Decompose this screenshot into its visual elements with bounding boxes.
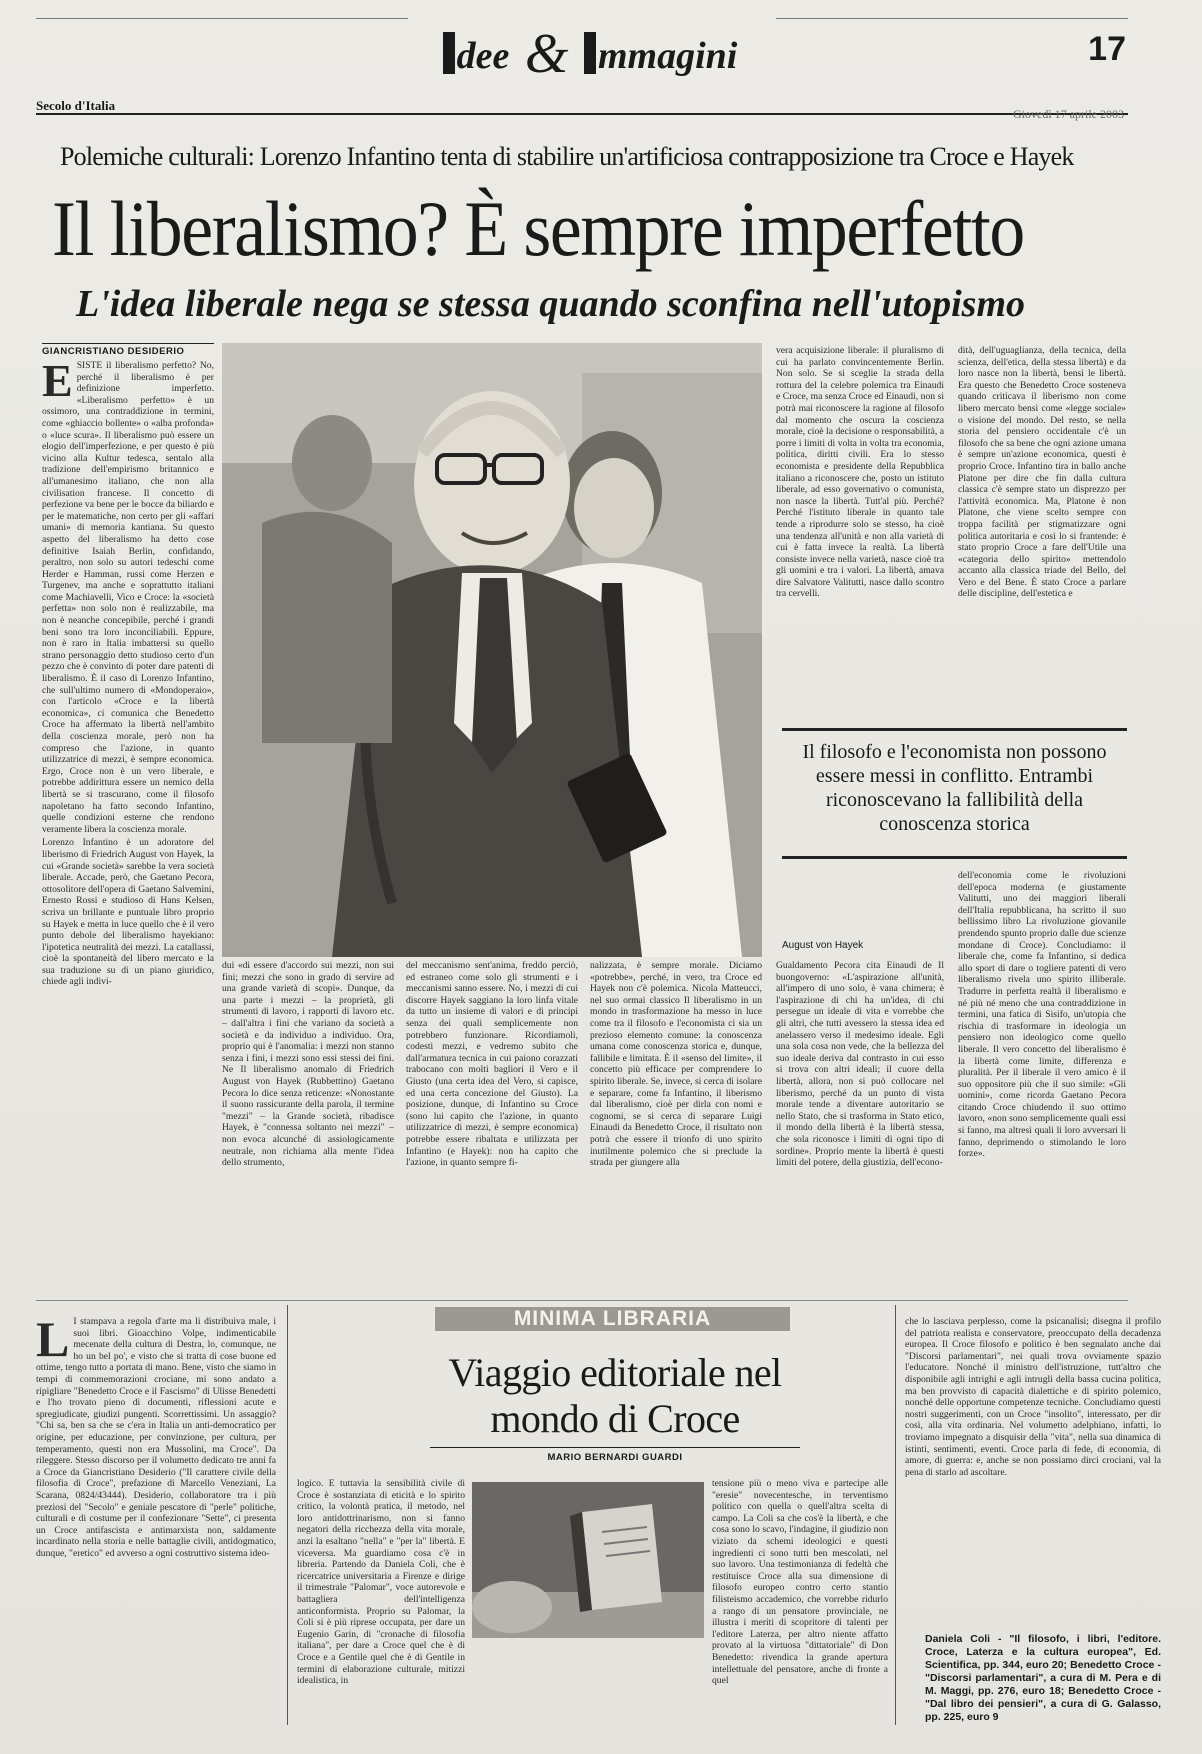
article-column-6-bottom: [958, 870, 1126, 1295]
section-ampersand: &: [524, 23, 569, 85]
book-credits: Daniela Coli - "Il filosofo, i libri, l'editore. Croce, Laterza e la cultura europea", Ed. Scientifica, pp. 344, euro 20; Benedetto Croce - "Discorsi parlamentari", a cura di M. Pera e di M. Maggi, pp. 276, euro 18; Benedetto Croce - "Dal libro dei pensieri", a cura di G. Galasso, pp. 225, euro 9: [925, 1633, 1161, 1723]
box-border-left: [287, 1305, 288, 1725]
article-column-4: [590, 960, 762, 1295]
article-column-3: [406, 960, 578, 1295]
photo-caption: August von Hayek: [782, 940, 864, 951]
minima-libraria-title: Viaggio editoriale nel mondo di Croce: [448, 1350, 782, 1441]
paper-name: Secolo d'Italia: [36, 98, 116, 113]
article-byline: GIANCRISTIANO DESIDERIO: [42, 346, 185, 357]
minima-libraria-label: MINIMA LIBRARIA: [435, 1307, 790, 1331]
box-col1-text: I stampava a regola d'arte ma li distribuiva male, i suoi libri. Gioacchino Volpe, indimenticabile mecenate della cultura di Destra, lo, comunque, ne ho un bel po', e visto che si tratta di cose buone ed ottime, tengo tutto a portata di mano. Bene, visto che siamo in tempi di commemorazioni crociane, mi sono andato a ripigliare "Benedetto Croce e il Fascismo" di Ulisse Benedetti e l'ho trovato pieno di documenti, riflessioni acute e spregiudicate, giudizi pungenti. Scorrettissimi. Un assaggio? "Chi sa, ben sa che se c'era in Italia un anti-democratico per origine, per educazione, per convinzione, per cultura, per temperamento, questi non era Mussolini, ma Croce". Da rileggere. Stesso discorso per il volumetto dedicato tre anni fa a Croce da Giancristiano Desiderio ("Il carattere civile della filosofia di Croce", prefazione di Marcello Veneziani, La Scarana, 0824/43444). Desiderio, collaboratore tra i più preziosi del "Secolo" e geniale pescatore di "perle" politiche, culturali e di costume per il confezionare "Sette", ci presenta un Croce antifascista e antimarxista non, saldamente incardinato nella storia e nelle battaglie civili, antidogmatico, dunque, "eretico" ed avverso a ogni costruttivo sistema ideo-: [36, 1316, 276, 1559]
box-border-right: [895, 1305, 896, 1725]
box-column-1: [36, 1316, 276, 1726]
box-column-4: [905, 1316, 1161, 1628]
header-rule: [36, 113, 1128, 115]
header-rule-top: [36, 18, 408, 19]
article-dropcap: E: [42, 360, 73, 406]
article-col3-text: del meccanismo sent'anima, freddo perciò, ed estraneo come solo gli strumenti e i meccanismi sanno essere. No, i mezzi di cui discorre Hayek saggiano la loro linfa vitale da tutto un insieme di valori e di principi senza dei quali semplicemente non potrebbero funzionare. Ricordiamoli, codesti mezzi, e vedremo subito che dall'armatura tecnica in cui paiono corazzati trabocano con molti bagliori il Vero e il Giusto (una certa idea del Vero, si capisce, ed una certa concezione del Giusto). La posizione, dunque, di Infantino su Croce (sono lui capito che l'azione, in quanto utilizzatrice di mezzi, è sempre economica) potrebbe essere ribaltata e utilizzata per Infantino (e Hayek): non ha capito che l'azione, in quanto sempre fi-: [406, 960, 578, 1169]
box-column-2-text: [297, 1478, 465, 1724]
section-initial-i2: [584, 32, 596, 74]
article-col5-bottom-text: Gualdamento Pecora cita Einaudi de Il buongoverno: «L'aspirazione all'unità, all'impero di uno solo, è vana chimera; è l'aspirazione di chi ha un'idea, di chi persegue un ideale di vita e vorrebbe che gli altri, che tutti avessero la stessa idea ed anelassero verso il medesimo ideale. Egli una sola cosa non vede, che la bellezza del suo ideale deriva dal contrasto in cui esso si trova con altri ideali; il cuore della libertà, allora, non si può collocare nel liberismo, perché da un punto di vista morale tende a diventare autoritario se nello Stato, che si trasforma in Stato etico, il mondo della libertà è la libertà stessa, che sola riconosce i limiti di ogni tipo di sordine». Proprio mente la libertà è questi limiti del potere, della giustizia, dell'econo-: [776, 960, 944, 1169]
issue-date: Giovedì 17 aprile 2003: [1013, 107, 1124, 121]
box-dropcap: L: [36, 1316, 70, 1367]
article-col6-bottom-text: dell'economia come le rivoluzioni dell'epoca moderna (e giustamente Valitutti, uno dei maggiori liberali dell'Italia repubblicana, ha scritto il suo bellissimo libro La rivoluzione giovanile prendendo spunto proprio dalle due scienze mondane di Croce). Concludiamo: il liberale che, come fa Infantino, si dedica allo sport di dare o togliere patenti di vero liberalismo rivela uno spirito illiberale. Tradurre in perfetta realtà il liberalismo e né più né meno che una contraddizione in termini, una fatica di Sisifo, un'utopia che rischia di trasformare in ideologia un pensiero non ideologico come quello liberale. Il vero concetto del liberalismo è la libertà come limite, differenza e pluralità. Per il liberale il vero amico è il suo oppositore più che il suo simile: «Gli uomini», come ricorda Gaetano Pecora citando Croce chiudendo il suo ottimo lavoro, «non sono semplicemente quali essi si fanno, ma altresì quali li loro avversari li fanno, deprimendo o stimolando le loro forze».: [958, 870, 1126, 1160]
section-title-first: dee: [456, 35, 510, 77]
header-rule-top-right: [776, 18, 1128, 19]
minima-libraria-byline: MARIO BERNARDI GUARDI: [547, 1452, 683, 1463]
article-column-2: [222, 960, 394, 1295]
box-col2-text: logico. E tuttavia la sensibilità civile di Croce è sostanziata di eticità e lo spirito critico, la volontà pratica, il metodo, nel loro antidottrinarismo, non si fanno negatori della ricchezza della vita morale, anzi la esaltano "nella" e "per la" libertà. E viceversa. Ma guardiamo cosa c'è in libreria. Partendo da Daniela Coli, che è ricercatrice universitaria a Firenze e dirige il trimestrale "Palomar", voce autorevole e battagliera dell'intelligenza anticonformista. Proprio su Palomar, la Coli si è più riprese occupata, per dare un Eugenio Garin, di "cronache di filosofia italiana", per dare a Croce quel che è di Croce e a Gentile quel che è di Gentile in termini di elaborazione culturale, mitizzi idealistica, in: [297, 1478, 465, 1687]
box-col3-text: tensione più o meno viva e partecipe alle "eresie" novecentesche, in terventismo politico con quella o quell'altra scelta di campo. La Coli sa che cos'è la libertà, e che cosa sono lo scavo, l'indagine, il giudizio non viziato da schemi ideologici e questi ingredienti ci sono tutti ben mescolati, nel suo lavoro. Una testimonianza di fedeltà che restituisce Croce alla sua dimensione di filosofo europeo contro certo stantio filisteismo accademico, che vorrebbe ridurlo a rango di un pensatore provinciale, ne illustra i meriti di scopritore di talenti per l'editore Laterza, per altro niente affatto provato al la virtuosa "dittatoriale" di Don Benedetto: rivendica la grande apertura intellettuale del pensatore, anche di fronte a quel: [712, 1478, 888, 1687]
article-col4-text: nalizzata, è sempre morale. Diciamo «potrebbe», perché, in vero, tra Croce ed Hayek non c'è polemica. Nicola Matteucci, nel suo ormai classico Il liberalismo in un mondo in trasformazione ha messo in luce come tra il filosofo e l'economista ci sia un prezioso elemento comune: la conoscenza umana come conoscenza storica e, dunque, fallibile e limitata. È il «senso del limite», il concetto più efficace per comprendere lo spirito liberale. Se, invece, si cerca di isolare e separare, come fa Infantino, il liberismo dal liberalismo, cioè per dirla con nomi e cognomi, se si cerca di separare Luigi Einaudi da Benedetto Croce, il risultato non potrà che essere il trionfo di uno spirito inutilmente polemico che si preclude la strada per giungere alla: [590, 960, 762, 1169]
article-column-1: [42, 360, 214, 1295]
section-title-second: mmagini: [597, 35, 738, 77]
section-divider: [36, 1300, 1128, 1301]
article-col1-top: SISTE il liberalismo perfetto? No, perché il liberalismo è per definizione imperfetto. «Liberalismo perfetto» è un ossimoro, una contraddizione in termini, come «ghiaccio bollente» o «alba profonda» o «luce scura». Il liberalismo può essere un elogio dell'imperfezione, e per questo è più vicino alla Kultur tedesca, sentalo alla tradizione dell'empirismo britannico e all'umanesimo italiano, che non alla civilisation francese. Il concetto di perfezione va bene per le bocce da biliardo e per le matematiche, non certo per gli «affari umani» di memoria kantiana. Su questo aspetto del liberalismo ha detto cose definitive Isaiah Berlin, confidando, peraltro, non solo su autori tedeschi come Herder e Hamman, russi come Herzen e Turgenev, ma anche e soprattutto italiani come Machiavelli, Vico e Croce: la «società perfetta» non solo non è realizzabile, ma non è neanche concepibile, perché i grandi beni sono tra loro inconciliabili. Eppure, non è raro in Italia imbattersi su quello strano personaggio detto studioso certo d'un pezzo che è convinto di poter dare patenti di liberalismo. È il caso di Lorenzo Infantino, che sull'ultimo numero di «Mondoperaio», con l'articolo «Croce e la libertà economica», ci comunica che Benedetto Croce ha affermato la libertà nell'ambito della coscienza morale, però non ha compreso che l'azione, in quanto utilizzatrice di mezzi, è sempre economica. Ergo, Croce non è un vero liberale, e potrebbe addirittura essere un nemico della libertà se si trascurano, come il filosofo napoletano ha fatto secondo Infantino, quelle condizioni esterne che rendono veramente libera la coscienza morale.: [42, 360, 214, 835]
article-col1-bottom: Lorenzo Infantino è un adoratore del liberismo di Friedrich August von Hayek, la cui «Grande società» sarebbe la vera società liberale. Accade, però, che Gaetano Pecora, ottosolitore dell'opera di Gaetano Salvemini, Ernesto Rossi e studioso di Hans Kelsen, scriva un brillante e puntuale libro proprio su Hayek e metta in luce quello che è il vero punto debole del liberalismo hayekiano: l'ipotetica neutralità dei mezzi. La catallassi, cioè la spontaneità del libero mercato e la sua traduzione su di un piano giuridico, chiede agli indivi-: [42, 837, 214, 988]
pullquote-rule-top: [782, 728, 1127, 731]
pullquote-rule-bottom: [782, 856, 1127, 859]
box-column-3-text: [712, 1478, 888, 1724]
book-photo: [472, 1482, 704, 1638]
section-masthead: [410, 18, 770, 100]
article-kicker: Polemiche culturali: Lorenzo Infantino tenta di stabilire un'artificiosa contrapposizione tra Croce e Hayek: [60, 142, 1074, 171]
article-headline: Il liberalismo? È sempre imperfetto: [52, 185, 1024, 272]
pull-quote: Il filosofo e l'economista non possono essere messi in conflitto. Entrambi riconoscevano la fallibilità della conoscenza storica: [802, 741, 1107, 835]
article-column-5-top: [776, 345, 944, 725]
page-number: 17: [1088, 30, 1126, 68]
section-initial-i: [443, 32, 455, 74]
byline-rule: [42, 343, 214, 344]
article-column-6-top: [958, 345, 1126, 725]
box-title-rule: [430, 1447, 800, 1448]
hayek-photo-illustration: [222, 343, 762, 957]
article-subheadline: L'idea liberale nega se stessa quando sconfina nell'utopismo: [76, 283, 1025, 325]
book-photo-illustration: [472, 1482, 704, 1638]
box-column-2: [470, 1478, 471, 1479]
article-col5-top-text: vera acquisizione liberale: il pluralismo di cui ha parlato convincentemente Berlin. Non solo. Se si sceglie la strada della rottura del la celebre polemica tra Einaudi e Croce, ma senza Croce ed Einaudi, non si potrà mai riconoscere la ragione al filosofo dal momento che oscura la coscienza morale, cioè la decisione o responsabilità, a porre i limiti di volta in volta tra economia, politica, diritti civili. Era lo stesso economista e presidente della Repubblica italiano a riconoscere che, posto un istituto liberale, ad esso governativo o comunista, non nasce la libertà. Tutt'al più. Perché? Perché l'istituto liberale in quanto tale tende a riprodurre solo se stesso, ha cioè una tendenza all'unità e non alla varietà di cui è fatta invece la realtà. La libertà consiste invece nella varietà, nasce cioè tra gli uomini e tra i valori. La libertà, amava dire Salvatore Valitutti, nasce dallo scontro tra cervelli.: [776, 345, 944, 600]
article-col2-text: dui «di essere d'accordo sui mezzi, non sui fini; mezzi che sono in grado di servire ad una grande varietà di scopi». Dunque, da una parte i mezzi – la proprietà, gli strumenti di lavoro, i rapporti di lavoro etc. – dall'altra i fini che variano da società a società e da individuo a individuo. Ora, proprio qui è l'anomalia: i mezzi non stanno senza i fini, i mezzi sono essi stessi dei fini. Ne Il liberalismo anomalo di Friedrich August von Hayek (Rubbettino) Gaetano Pecora lo dice senza reticenze: «Nonostante il suono rassicurante della parola, il termine "mezzi" – la Grande società, ribadisce Hayek, è "connessa soltanto nei mezzi" – non evoca alcunché di assiologicamente neutrale, non richiama alla mente l'idea dello strumento,: [222, 960, 394, 1169]
article-column-5-bottom: [776, 960, 944, 1295]
article-col6-top-text: dità, dell'uguaglianza, della tecnica, della scienza, dell'etica, della stessa libertà) e da loro nasce non la libertà, bensì le libertà. Era questo che Benedetto Croce sosteneva quando criticava il liberismo non come libero mercato bensì come «legge sociale» o visione del mondo. Del resto, se nella storia del pensiero occidentale c'è un filosofo che sa bene che ogni azione umana è sempre un'azione economica, questi è proprio Croce. Infantino tira in ballo anche Platone per dire che fin dalla cultura classica c'è sempre stato un disprezzo per l'attività economica. Ma, Platone è non Platone, che viene scelto sempre con troppa facilità per stigmatizzare ogni politica autoritaria e così lo si frantende: è stato proprio Croce a fare dell'Utile una «categoria dello spirito» mettendolo accanto alla classica triade del Bello, del Vero e del Bene. È stato Croce a parlare delle discipline, dell'estetica e: [958, 345, 1126, 600]
box-col4-text: che lo lasciava perplesso, come la psicanalisi; disegna il profilo del patriota realista e conservatore, preoccupato della decadenza europea. Il Croce filosofo e politico è ben segnalato anche dai "Discorsi parlamentari", nei quali trova ovviamente spazio l'educatore. Nonché il ministro dell'istruzione, tutt'altro che disponibile agli intrighi e agli intrugli della bassa cucina politica, ma ben provvisto di capacità dialettiche e di spirito polemico, nonché delle opportune competenze tecniche. Concludiamo questi nostri suggerimenti, con un Croce "insolito", interessato, per dir così, alla vita ordinaria. Nel volumetto adelphiano, infatti, lo troviamo impegnato a disquisir della "vita", nella sua dinamica di istinti, sentimenti, eventi. Croce parla di fede, di economia, di amore, di guerra: e, anche se non possiamo dirci crociani, val la pena di starlo ad ascoltare.: [905, 1316, 1161, 1478]
hayek-photo: [222, 343, 762, 957]
